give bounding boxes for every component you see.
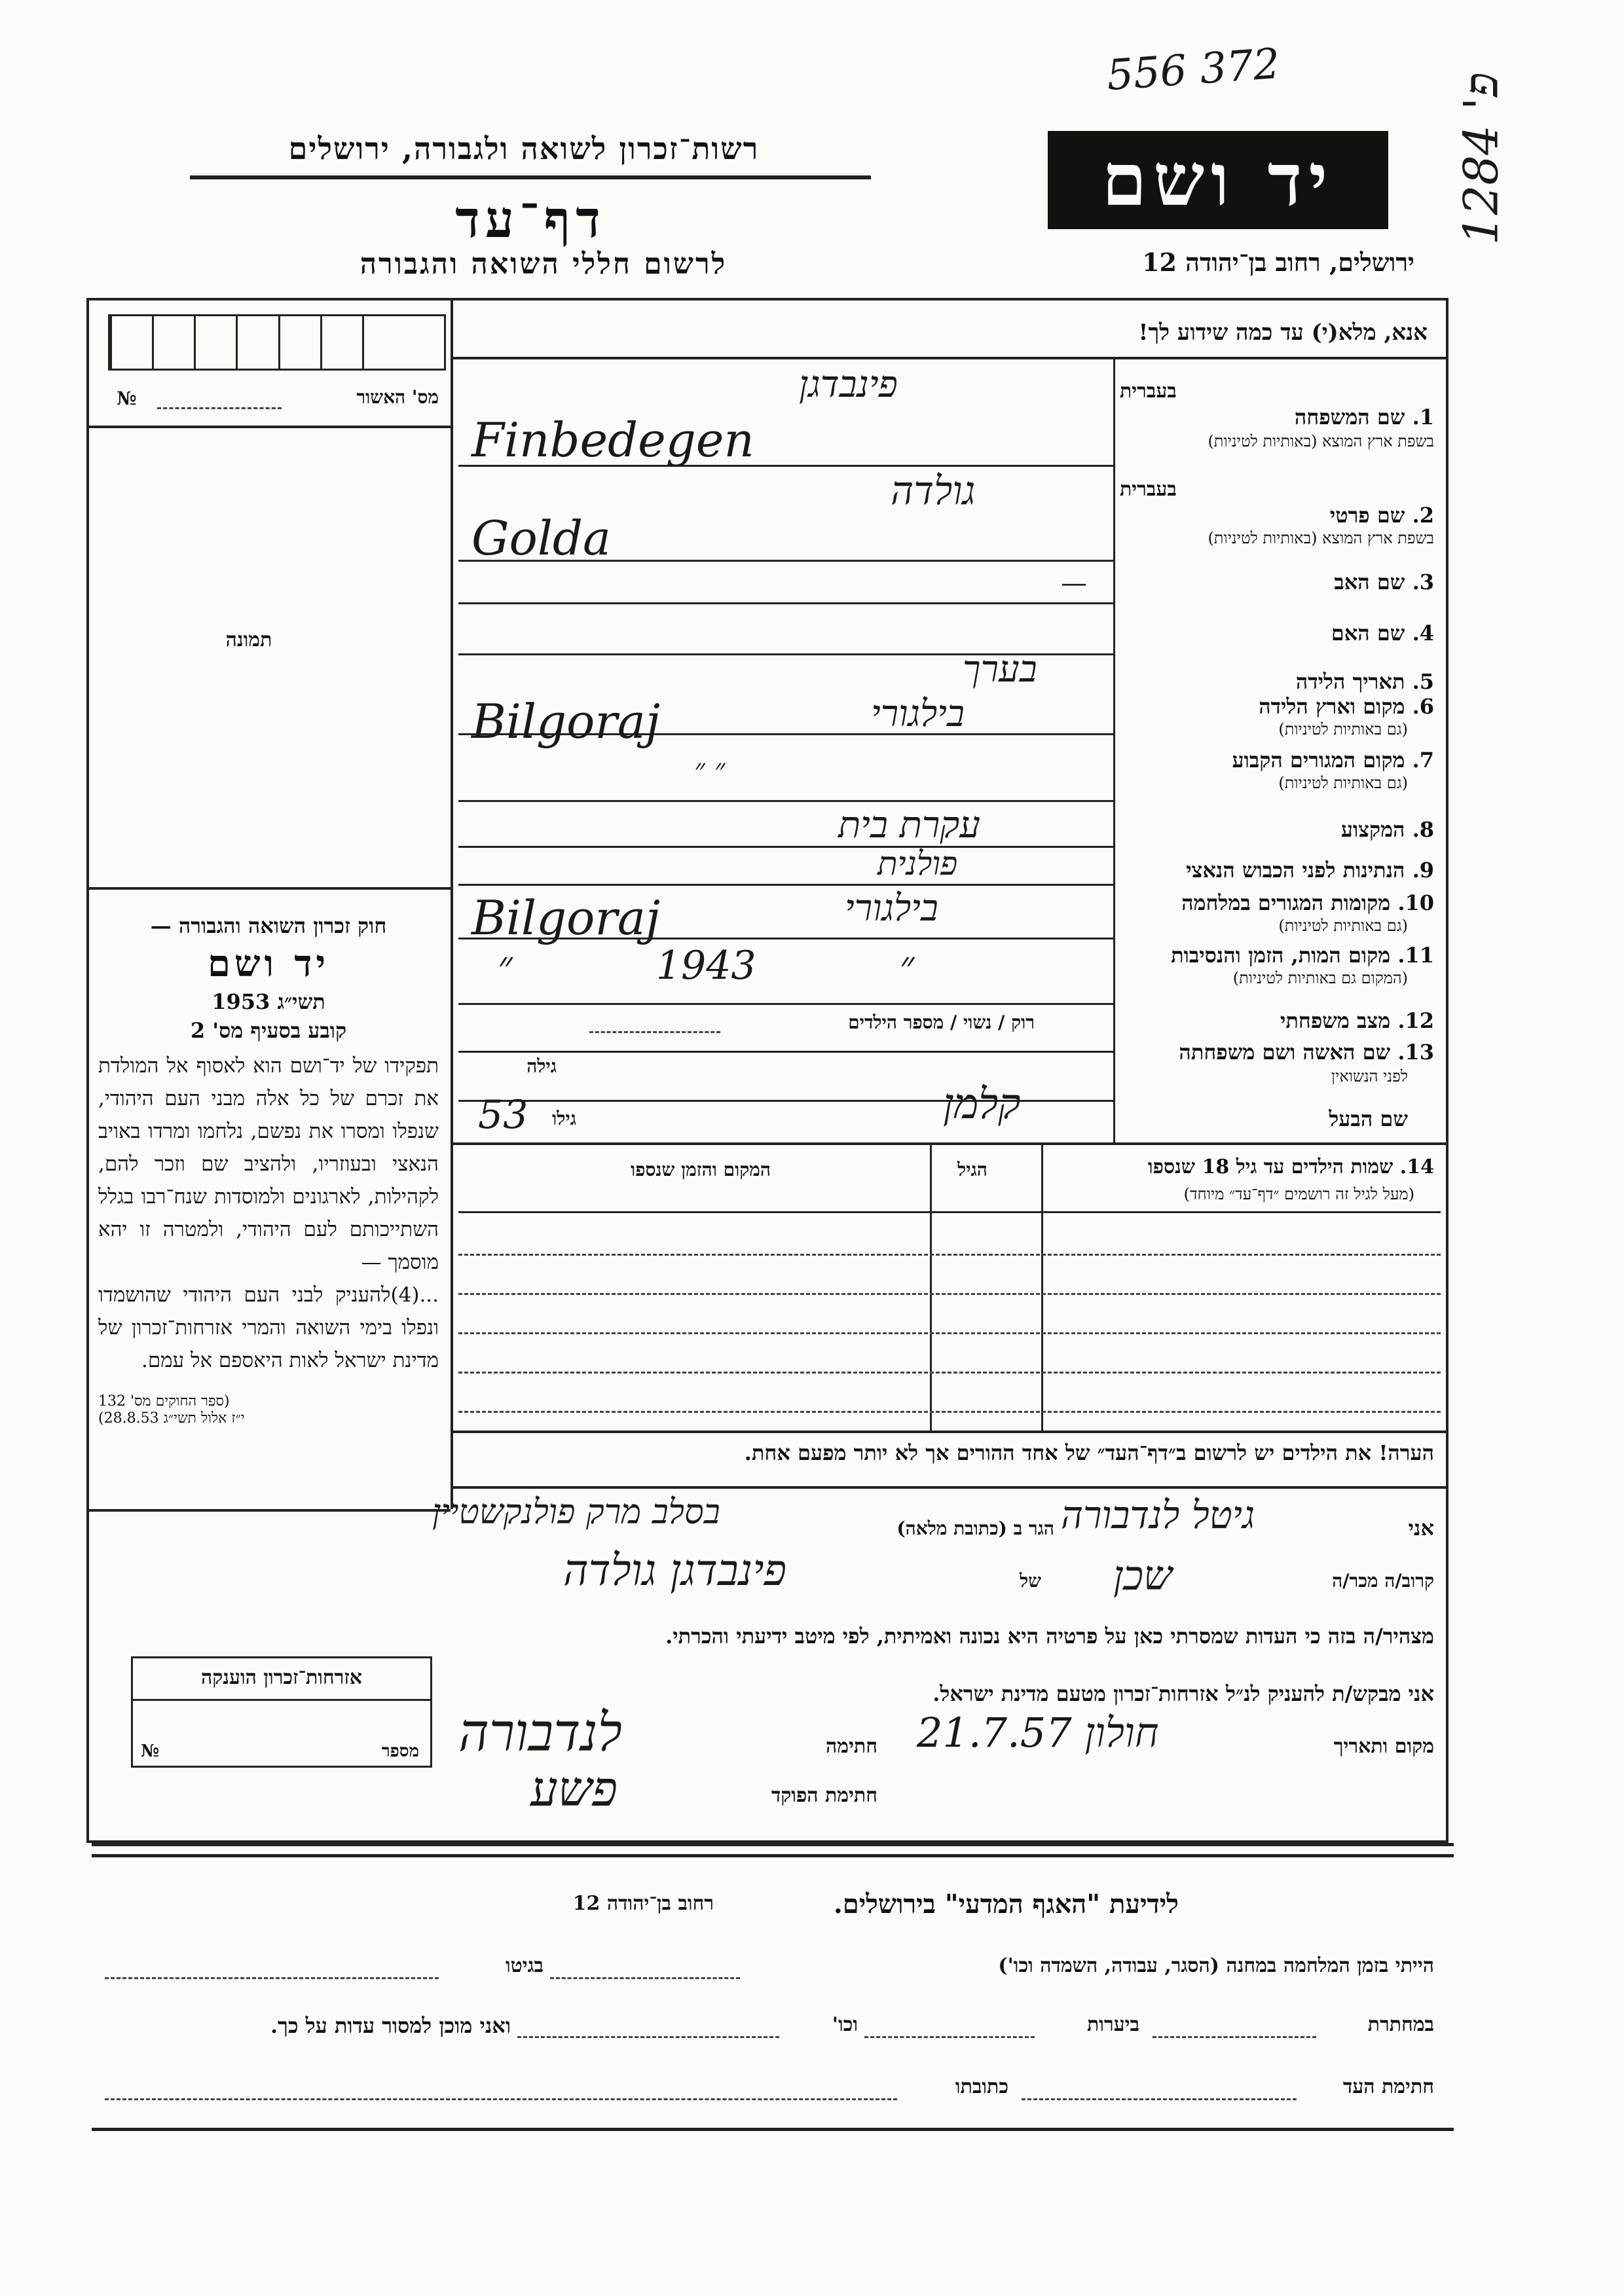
value-wartime-lat[interactable]: Bilgoraj xyxy=(471,890,661,945)
children-header-line xyxy=(458,1211,1441,1213)
law-clause: קובע בסעיף מס' 2 xyxy=(190,1018,347,1043)
children-row xyxy=(458,1411,1441,1413)
decl-i-value[interactable]: גיטל לנדבורה xyxy=(1061,1493,1255,1537)
field-label-8: 8. המקצוע xyxy=(1340,817,1434,842)
citizenship-number-label: מספר xyxy=(381,1741,419,1761)
row-line xyxy=(458,884,1113,886)
value-marital: רוק / נשוי / מספר הילדים xyxy=(848,1011,1035,1033)
children-col-age: הגיל xyxy=(957,1159,987,1180)
sidebar-divider xyxy=(451,298,453,1509)
approval-separator xyxy=(86,426,451,428)
decl-signature-value[interactable]: לנדבורה xyxy=(458,1702,622,1763)
row-line xyxy=(458,1003,1113,1005)
field-label-2: 2. שם פרטי xyxy=(1329,503,1434,528)
decl-of-label: של xyxy=(1020,1570,1041,1592)
value-death[interactable]: ״ 1943 ״ xyxy=(498,943,915,989)
law-separator xyxy=(86,1509,451,1512)
footer-address: רחוב בן־יהודה 12 xyxy=(572,1892,714,1915)
footer-bottom-line xyxy=(92,2128,1454,2131)
decl-request: אני מבקש/ת להעניק לנ״ל אזרחות־זכרון מטעם מדינת ישראל. xyxy=(932,1681,1434,1706)
footer-camp-line xyxy=(550,1977,740,1979)
children-col-divider xyxy=(930,1142,932,1430)
field-label-9: 9. הנתינות לפני הכבוש הנאצי xyxy=(1186,858,1434,883)
decl-officer-label: חתימת הפוקד xyxy=(771,1784,877,1807)
note: הערה! את הילדים יש לרשום ב״דף־העד״ של אחד ההורים אך לא יותר מפעם אחת. xyxy=(744,1440,1434,1465)
children-header: 14. שמות הילדים עד גיל 18 שנספו xyxy=(1147,1156,1434,1178)
field-label-6: 6. מקום וארץ הלידה xyxy=(1259,694,1434,719)
approval-label: מס' האשור xyxy=(356,386,439,408)
value-birthdate[interactable]: בערך xyxy=(963,648,1037,691)
law-title: חוק זכרון השואה והגבורה — xyxy=(150,913,387,938)
field-label-husband: שם הבעל xyxy=(1329,1106,1408,1131)
photo-separator xyxy=(86,887,451,890)
field-sub-6: (גם באותיות לטיניות) xyxy=(1278,720,1408,738)
field-sub-11: (המקום גם באותיות לטיניות) xyxy=(1232,969,1408,987)
footer-line1-end: בגיטו xyxy=(505,1954,544,1977)
field-label-3: 3. שם האב xyxy=(1334,570,1434,594)
hebrew-label-2: בעברית xyxy=(1120,478,1177,501)
law-logo: יד ושם xyxy=(207,942,330,985)
corner-margin-note: פ' 1284 xyxy=(1453,72,1509,246)
children-bottom-line xyxy=(451,1430,1449,1433)
footer-underground-line xyxy=(1153,2036,1316,2038)
husband-age-value[interactable]: 53 xyxy=(478,1092,528,1138)
value-firstname-he[interactable]: גולדה xyxy=(891,468,976,514)
citizenship-no-mark: № xyxy=(141,1741,160,1761)
field-label-13: 13. שם האשה ושם משפחתה xyxy=(1179,1040,1434,1065)
header-authority: רשות־זכרון לשואה ולגבורה, ירושלים xyxy=(288,131,760,166)
law-ref1: (ספר החוקים מס' 132 xyxy=(98,1393,230,1410)
footer-address-line xyxy=(105,2098,897,2100)
header-underline xyxy=(190,175,871,179)
row-line xyxy=(458,800,1113,802)
decl-place-date-label: מקום ותאריך xyxy=(1333,1735,1434,1758)
decl-resident-label: הגר ב (כתובת מלאה) xyxy=(896,1518,1054,1539)
field-sub-10: (גם באותיות לטיניות) xyxy=(1278,917,1408,935)
approval-no-mark: № xyxy=(117,388,137,409)
field-label-7: 7. מקום המגורים הקבוע xyxy=(1232,748,1434,773)
field-label-5: 5. תאריך הלידה xyxy=(1295,669,1434,694)
footer-double-line xyxy=(92,1854,1454,1857)
approval-line xyxy=(157,407,282,409)
row-line xyxy=(458,1051,1113,1053)
row-line xyxy=(451,1142,1449,1145)
footer-etc-line xyxy=(517,2036,779,2038)
row-line xyxy=(458,846,1113,848)
note-line xyxy=(451,1486,1449,1489)
husband-name-value[interactable]: קלמן xyxy=(943,1080,1021,1129)
value-father[interactable]: — xyxy=(1061,568,1087,598)
children-col-divider xyxy=(1041,1142,1043,1430)
row-line xyxy=(458,602,1113,604)
form-instruction: אנא, מלא(י) עד כמה שידוע לך! xyxy=(1138,319,1428,346)
yad-vashem-logo: יד ושם xyxy=(1048,131,1388,229)
decl-relative-label: קרוב/ה מכר/ה xyxy=(1332,1570,1434,1592)
label-divider xyxy=(1113,357,1115,1142)
law-point4: ...(4)להעניק לבני העם היהודי שהושמדו ונפלו בימי השואה והמרי אזרחות־זכרון של מדינת ישראל לאות היאספם אל עמם. xyxy=(98,1283,439,1372)
decl-signature-label: חתימה xyxy=(826,1735,877,1758)
children-row xyxy=(458,1372,1441,1374)
form-subtitle: לרשום חללי השואה והגבורה xyxy=(360,247,728,281)
husband-age-label: גילו xyxy=(552,1108,576,1129)
children-col-place: המקום והזמן שנספו xyxy=(631,1159,771,1180)
children-row xyxy=(458,1293,1441,1295)
field-label-11: 11. מקום המות, הזמן והנסיבות xyxy=(1171,943,1434,968)
footer-witness-sig: חתימת העד xyxy=(1342,2075,1434,2098)
children-row xyxy=(458,1254,1441,1256)
footer-ready: ואני מוכן למסור עדות על כך. xyxy=(270,2013,511,2038)
hebrew-label-1: בעברית xyxy=(1120,380,1177,403)
form-title: דף־עד xyxy=(455,190,606,249)
field-label-12: 12. מצב משפחתי xyxy=(1280,1008,1434,1033)
wife-age-label: גילה xyxy=(526,1055,557,1077)
value-birthplace-lat[interactable]: Bilgoraj xyxy=(471,694,661,749)
field-sub-13: לפני הנשואין xyxy=(1331,1067,1408,1085)
footer-title: לידיעת "האגף המדעי" בירושלים. xyxy=(833,1889,1179,1920)
value-nationality[interactable]: פולנית xyxy=(877,845,958,883)
law-text: תפקידו של יד־ושם הוא לאסוף אל המולדת את זכרם של כל אלה מבני העם היהודי, שנפלו ומסרו את נפשם, נלחמו ומרדו באויב הנאצי ובעוזריו, ולהציב שם וזכר להם, לקהילות, לארגונים ולמוסדות שנח־רבו בגלל השתייכותם לעם היהודי, ולמטרה זו יהא מוסמך — xyxy=(98,1054,439,1274)
footer-line1: הייתי בזמן המלחמה במחנה (הסגר, עבודה, השמדה וכו') xyxy=(998,1954,1434,1977)
footer-etc: וכו' xyxy=(832,2013,858,2036)
footer-witness-line xyxy=(1022,2098,1297,2100)
footer-underground: במחתרת xyxy=(1367,2013,1434,2036)
children-sub: (מעל לגיל זה רושמים ״דף־עד״ מיוחד) xyxy=(1183,1185,1414,1203)
field-sub-1: בשפת ארץ המוצא (באותיות לטיניות) xyxy=(1208,432,1434,450)
value-surname-he[interactable]: פינבדגן xyxy=(799,363,898,406)
field-label-1: 1. שם המשפחה xyxy=(1294,405,1434,429)
decl-place-date-value[interactable]: חולון 21.7.57 xyxy=(917,1709,1159,1757)
law-year-he: תשי״ג xyxy=(277,989,325,1014)
header-address: ירושלים, רחוב בן־יהודה 12 xyxy=(1142,247,1414,277)
field-sub-7: (גם באותיות לטיניות) xyxy=(1278,774,1408,792)
decl-resident-value[interactable]: בסלב מרק פולנקשטיין xyxy=(432,1493,720,1532)
decl-of-value[interactable]: פינבדגן גולדה xyxy=(563,1545,787,1595)
footer-address-label: כתובתו xyxy=(955,2075,1008,2098)
marital-line xyxy=(589,1031,720,1033)
corner-number: 556 372 xyxy=(1105,39,1282,101)
value-firstname-lat[interactable]: Golda xyxy=(471,511,611,566)
footer-forests-line xyxy=(864,2036,1035,2038)
decl-officer-value[interactable]: פשע xyxy=(530,1761,618,1817)
citizenship-title: אזרחות־זכרון הוענקה xyxy=(200,1666,363,1689)
decl-relative-value[interactable]: שכן xyxy=(1113,1552,1173,1599)
footer-double-line xyxy=(92,1843,1454,1846)
value-residence[interactable]: ״ ״ xyxy=(694,753,726,786)
photo-label: תמונה xyxy=(225,629,272,651)
value-wartime-he[interactable]: בילגורי xyxy=(845,887,938,930)
children-row xyxy=(458,1332,1441,1334)
law-ref2: י״ז אלול תשי״ג 28.8.53) xyxy=(98,1410,245,1427)
value-profession[interactable]: עקרת בית xyxy=(838,804,980,847)
field-label-4: 4. שם האם xyxy=(1331,621,1434,646)
footer-ghetto-line xyxy=(105,1977,439,1979)
field-label-10: 10. מקומות המגורים במלחמה xyxy=(1181,890,1434,915)
citizenship-title-line xyxy=(131,1699,432,1701)
instruction-line xyxy=(451,357,1449,359)
decl-statement: מצהיר/ה בזה כי העדות שמסרתי כאן על פרטיה היא נכונה ואמיתית, לפי מיטב ידיעתי והכרתי. xyxy=(665,1624,1434,1649)
approval-boxes xyxy=(108,314,446,371)
decl-i-label: אני xyxy=(1408,1516,1434,1540)
field-sub-2: בשפת ארץ המוצא (באותיות לטיניות) xyxy=(1208,529,1434,547)
law-year: 1953 xyxy=(212,989,270,1014)
value-surname-lat[interactable]: Finbedegen xyxy=(471,412,754,467)
value-birthplace-he[interactable]: בילגורי xyxy=(871,693,965,735)
footer-forests: ביערות xyxy=(1086,2013,1139,2036)
law-section xyxy=(98,913,439,1427)
